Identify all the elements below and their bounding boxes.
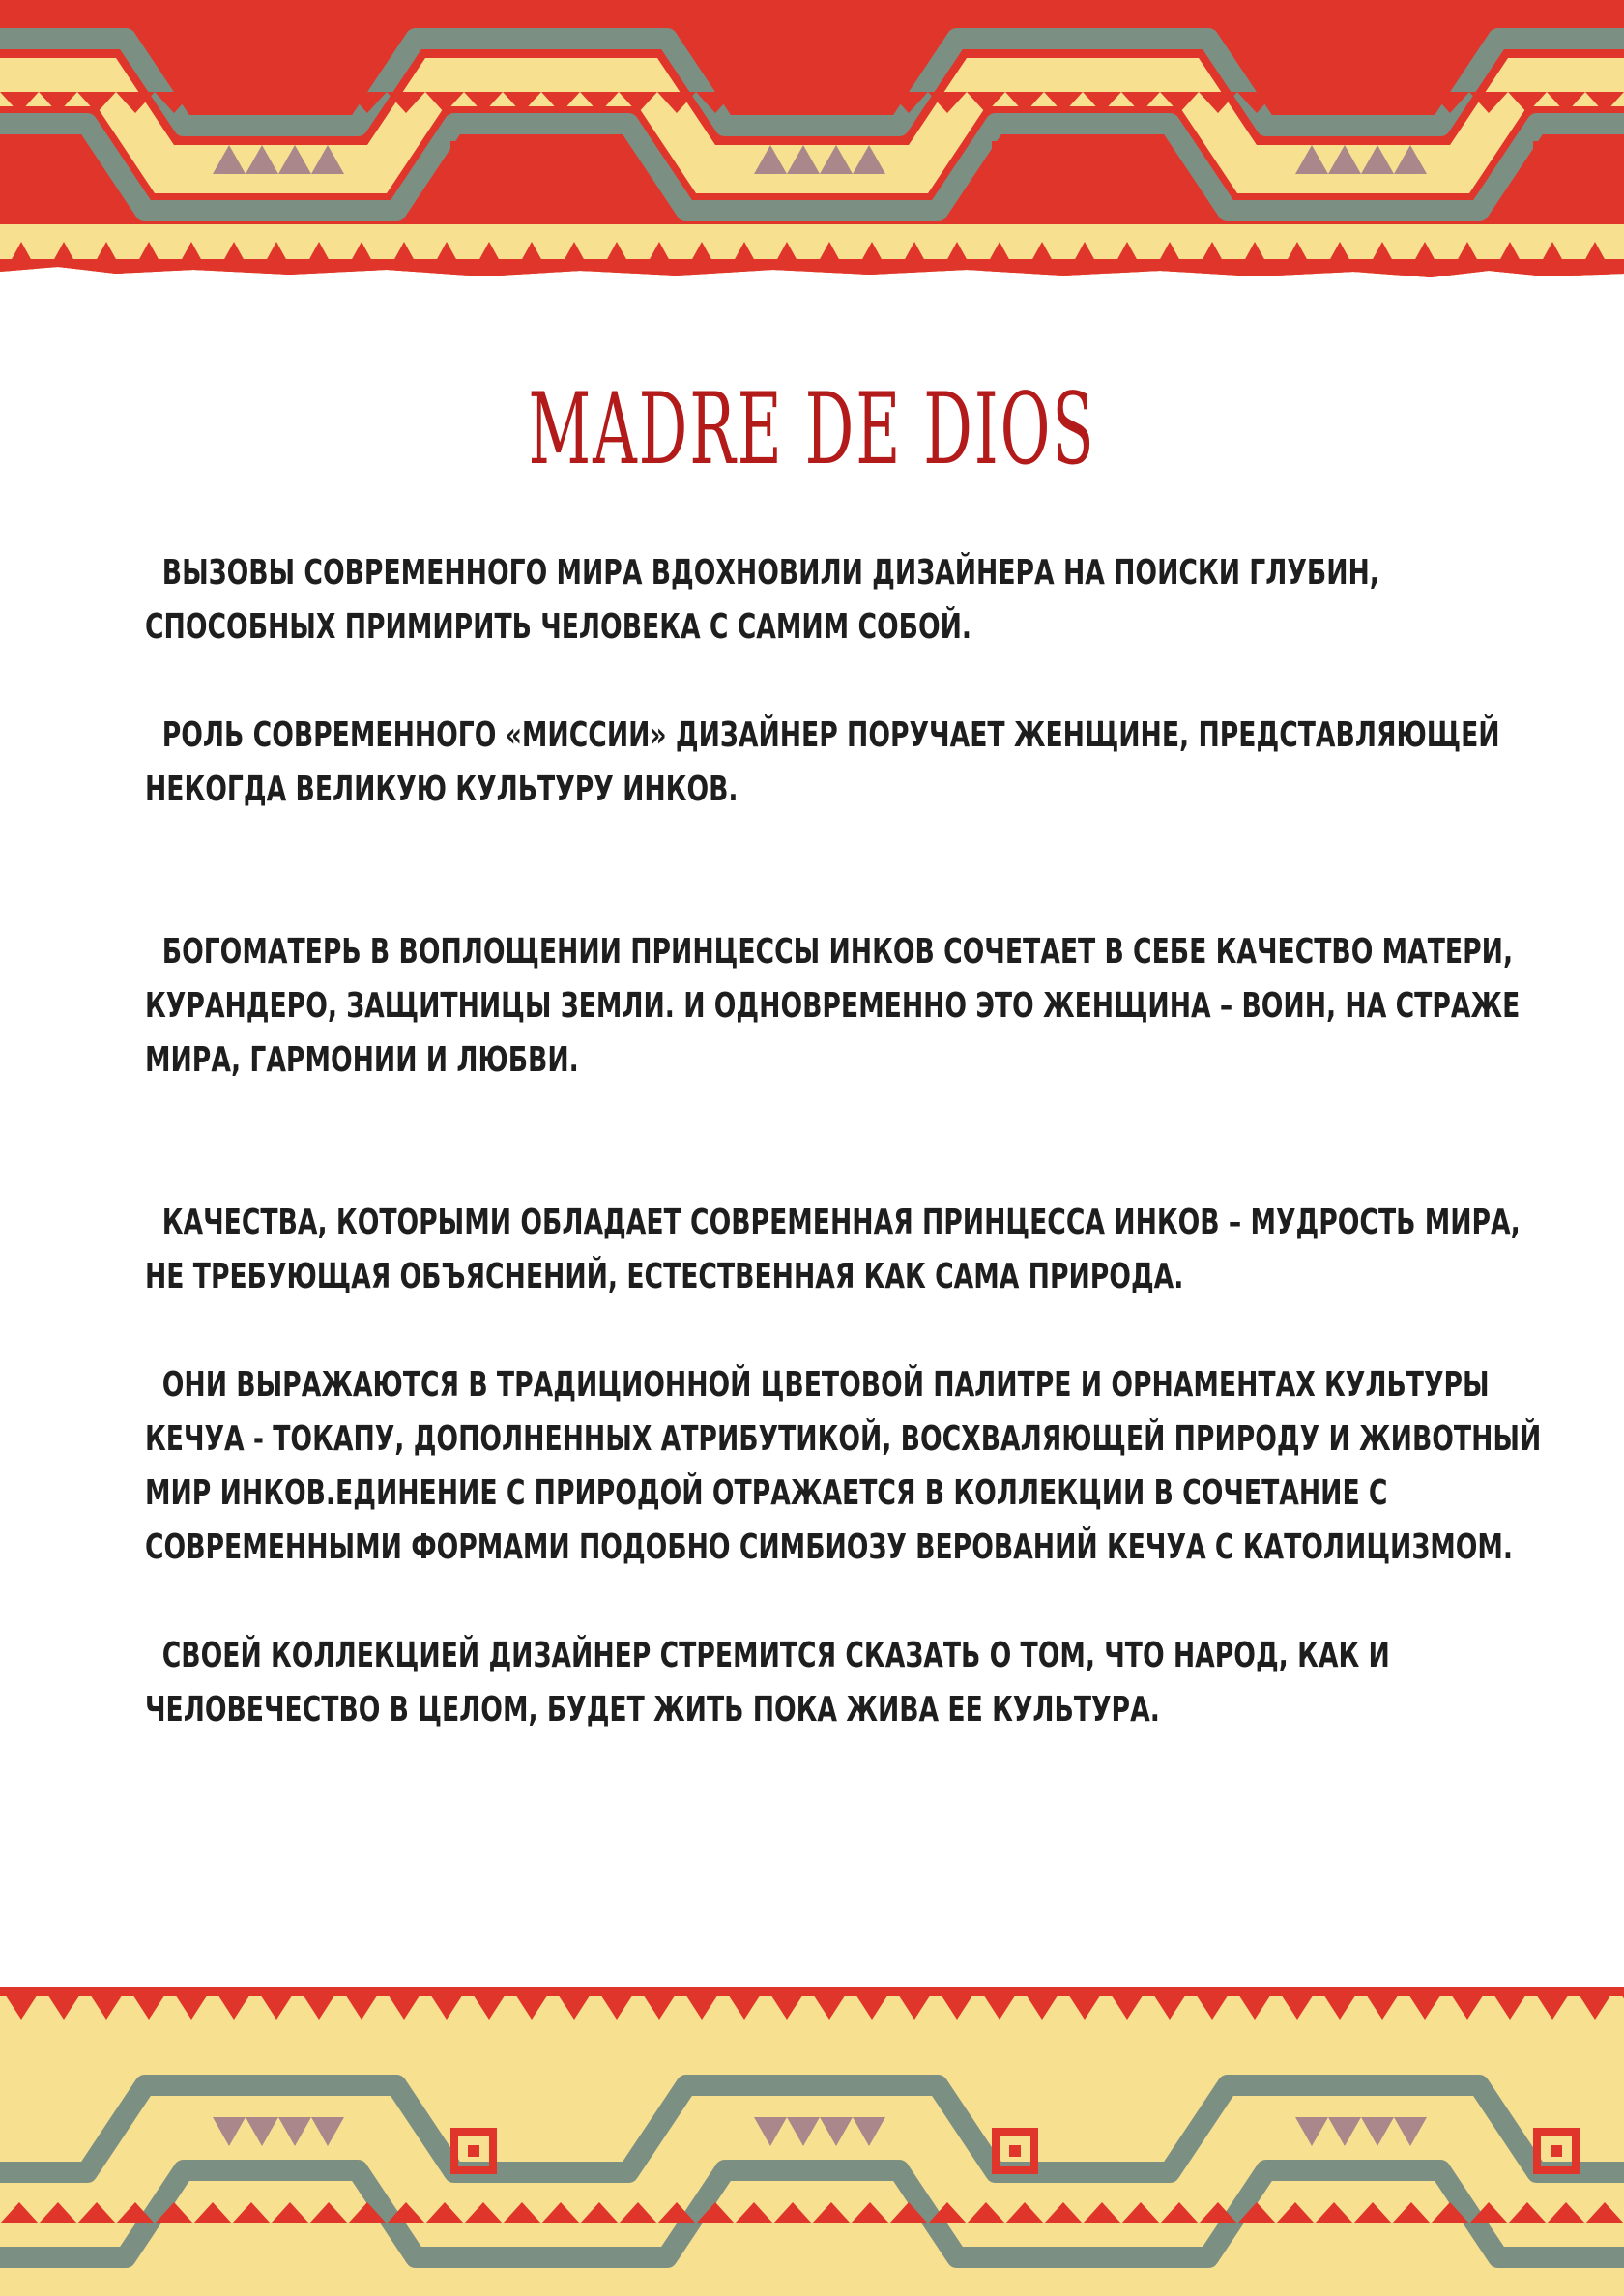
ornament-band-top xyxy=(0,0,1624,280)
paragraph-3: БОГОМАТЕРЬ В ВОПЛОЩЕНИИ ПРИНЦЕССЫ ИНКОВ СОЧЕТАЕТ В СЕБЕ КАЧЕСТВО МАТЕРИ, КУРАНДЕРО, ЗАЩИТНИЦЫ ЗЕМЛИ. И ОДНОВРЕМЕННО ЭТО ЖЕНЩИНА – ВОИН, НА СТРАЖЕ МИРА, ГАРМОНИИ И ЛЮБВИ. xyxy=(145,932,1521,1080)
paragraph-1: ВЫЗОВЫ СОВРЕМЕННОГО МИРА ВДОХНОВИЛИ ДИЗАЙНЕРА НА ПОИСКИ ГЛУБИН, СПОСОБНЫХ ПРИМИРИТЬ ЧЕЛОВЕКА С САМИМ СОБОЙ. xyxy=(145,553,1379,647)
paragraph-4: КАЧЕСТВА, КОТОРЫМИ ОБЛАДАЕТ СОВРЕМЕННАЯ ПРИНЦЕССА ИНКОВ – МУДРОСТЬ МИРА, НЕ ТРЕБУЮЩАЯ ОБЪЯСНЕНИЙ, ЕСТЕСТВЕННАЯ КАК САМА ПРИРОДА. xyxy=(145,1203,1521,1296)
inca-pattern-top xyxy=(0,0,1624,280)
body-text xyxy=(145,546,1556,1737)
paragraph-5: ОНИ ВЫРАЖАЮТСЯ В ТРАДИЦИОННОЙ ЦВЕТОВОЙ ПАЛИТРЕ И ОРНАМЕНТАХ КУЛЬТУРЫ КЕЧУА - ТОКАПУ, ДОПОЛНЕННЫХ АТРИБУТИКОЙ, ВОСХВАЛЯЮЩЕЙ ПРИРОДУ И ЖИВОТНЫЙ МИР ИНКОВ.ЕДИНЕНИЕ С ПРИРОДОЙ ОТРАЖАЕТСЯ В КОЛЛЕКЦИИ В СОЧЕТАНИЕ С СОВРЕМЕННЫМИ ФОРМАМИ ПОДОБНО СИМБИОЗУ ВЕРОВАНИЙ КЕЧУА С КАТОЛИЦИЗМОМ. xyxy=(145,1365,1542,1567)
inca-pattern-bottom xyxy=(0,1987,1624,2296)
page-title: MADRE DE DIOS xyxy=(528,372,1096,487)
ornament-band-bottom xyxy=(0,1987,1624,2296)
paragraph-6: СВОЕЙ КОЛЛЕКЦИЕЙ ДИЗАЙНЕР СТРЕМИТСЯ СКАЗАТЬ О ТОМ, ЧТО НАРОД, КАК И ЧЕЛОВЕЧЕСТВО В ЦЕЛОМ, БУДЕТ ЖИТЬ ПОКА ЖИВА ЕЕ КУЛЬТУРА. xyxy=(145,1636,1390,1729)
paragraph-2: РОЛЬ СОВРЕМЕННОГО «МИССИИ» ДИЗАЙНЕР ПОРУЧАЕТ ЖЕНЩИНЕ, ПРЕДСТАВЛЯЮЩЕЙ НЕКОГДА ВЕЛИКУЮ КУЛЬТУРУ ИНКОВ. xyxy=(145,715,1500,809)
